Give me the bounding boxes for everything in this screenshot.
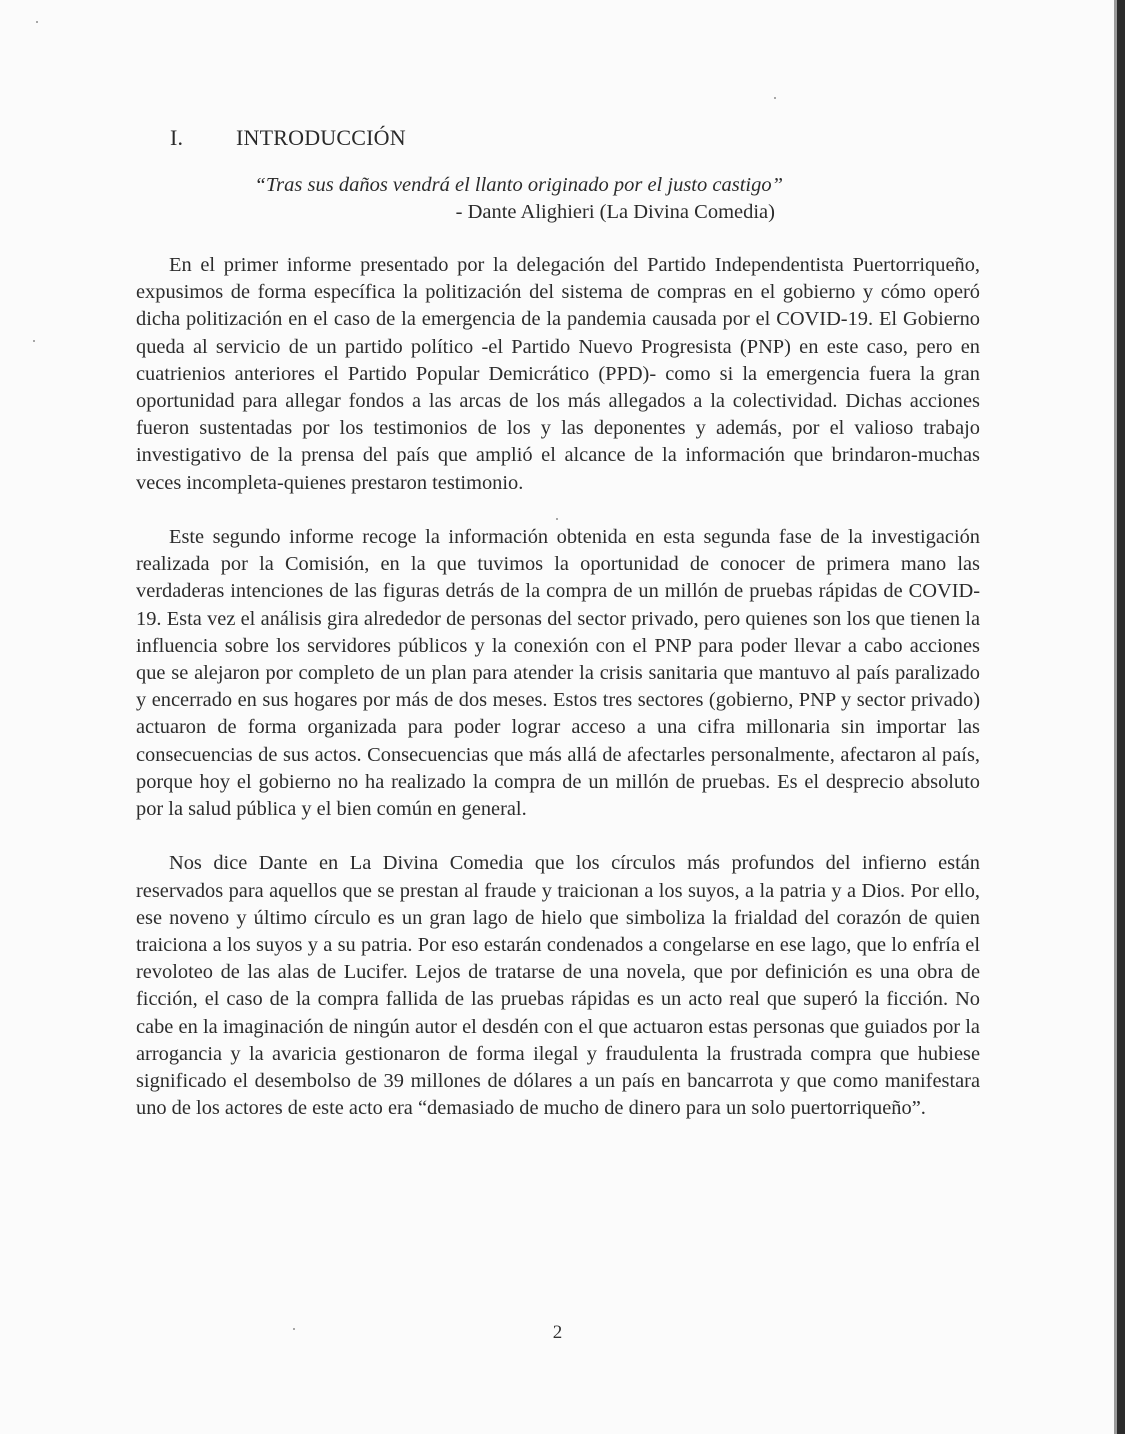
paragraph-divine-comedy: Nos dice Dante en La Divina Comedia que los círculos más profundos del infierno están reservados para aquellos que se prestan al fraude y traicionan a los suyos, a la patria y a Dios. Por ello, ese noveno y último círculo es un gran lago de hielo que simboliza la frialdad del corazón de quien traiciona a los suyos y a su patria. Por eso estarán condenados a congelarse en ese lago, que lo enfría el revoloteo de las alas de Lucifer. Lejos de tratarse de una novela, que por definición es una obra de ficción, el caso de la compra fallida de las pruebas rápidas es un acto real que superó la ficción. No cabe en la imaginación de ningún autor el desdén con el que actuaron estas personas que guiados por la arrogancia y la avaricia gestionaron de forma ilegal y fraudulenta la frustrada compra que hubiese significado el desembolso de 39 millones de dólares a un país en bancarrota y que como manifestara uno de los actores de este acto era “demasiado de mucho de dinero para un solo puertorriqueño”. bbox=[136, 852, 980, 1120]
scan-speck bbox=[36, 21, 38, 23]
epigraph bbox=[140, 172, 825, 226]
body-text bbox=[136, 252, 980, 1150]
scan-speck bbox=[33, 340, 35, 342]
scan-speck bbox=[774, 97, 776, 99]
scan-edge bbox=[1117, 0, 1125, 1434]
section-title: INTRODUCCIÓN bbox=[236, 125, 406, 150]
paragraph-first-report: En el primer informe presentado por la delegación del Partido Independentista Puertorriqueño, expusimos de forma específica la politización del sistema de compras en el gobierno y cómo operó dicha politización en el caso de la emergencia de la pandemia causada por el COVID-19. El Gobierno queda al servicio de un partido político -el Partido Nuevo Progresista (PNP) en este caso, pero en cuatrienios anteriores el Partido Popular Demicrático (PPD)- como si la emergencia fuera la gran oportunidad para allegar fondos a las arcas de los más allegados a la colectividad. Dichas acciones fueron sustentadas por los testimonios de los y las deponentes y además, por el valioso trabajo investigativo de la prensa del país que amplió el alcance de la información que brindaron-muchas veces incompleta-quienes prestaron testimonio. bbox=[136, 254, 980, 494]
paragraph-second-report: Este segundo informe recoge la información obtenida en esta segunda fase de la investigación realizada por la Comisión, en la que tuvimos la oportunidad de conocer de primera mano las verdaderas intenciones de las figuras detrás de la compra de un millón de pruebas rápidas de COVID-19. Esta vez el análisis gira alrededor de personas del sector privado, pero quienes son los que tienen la influencia sobre los servidores públicos y la conexión con el PNP para poder llevar a cabo acciones que se alejaron por completo de un plan para atender la crisis sanitaria que mantuvo al país paralizado y encerrado en sus hogares por más de dos meses. Estos tres sectores (gobierno, PNP y sector privado) actuaron de forma organizada para poder lograr acceso a una cifra millonaria sin importar las consecuencias de sus actos. Consecuencias que más allá de afectarles personalmente, afectaron al país, porque hoy el gobierno no ha realizado la compra de un millón de pruebas. Es el desprecio absoluto por la salud pública y el bien común en general. bbox=[136, 526, 980, 821]
epigraph-quote: “Tras sus daños vendrá el llanto originado por el justo castigo” bbox=[254, 174, 783, 196]
section-heading bbox=[170, 125, 406, 151]
epigraph-attribution: - Dante Alighieri (La Divina Comedia) bbox=[455, 201, 775, 223]
page-number: 2 bbox=[552, 1322, 563, 1343]
section-number: I. bbox=[170, 125, 184, 150]
